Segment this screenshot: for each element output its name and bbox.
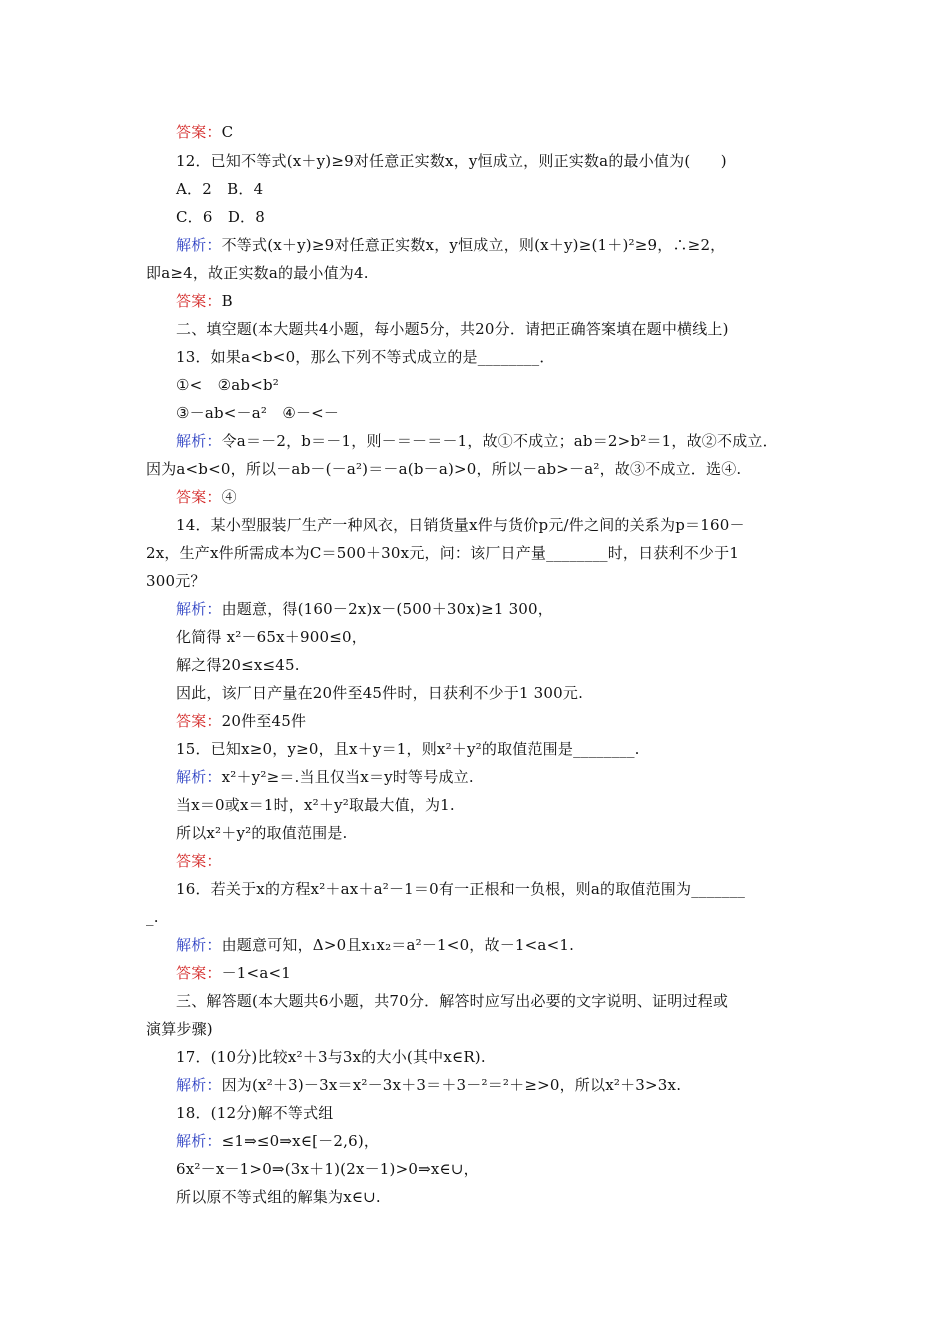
options-line [176,375,279,395]
continuation-line [146,263,369,283]
line-text: 300元？ [146,572,206,590]
analysis-line [176,767,474,787]
analysis-line [176,1075,681,1095]
question-15 [176,739,640,759]
line-text: 即a≥4，故正实数a的最小值为4. [146,264,369,282]
line-text: _. [146,908,159,926]
analysis-text: ≤1⇒≤0⇒x∈[－2,6)， [221,1132,380,1150]
analysis-line [176,431,778,451]
answer-label: 答案： [176,964,222,982]
solution-line [176,1187,381,1207]
analysis-label: 解析： [176,600,222,618]
answer-line [176,487,237,507]
analysis-text: 由题意可知，Δ>0且x₁x₂＝a²－1<0，故－1<a<1. [221,936,575,954]
continuation-line [146,907,159,927]
line-text: 所以原不等式组的解集为x∈∪. [176,1188,381,1206]
question-12 [176,151,727,171]
question-13 [176,347,555,367]
answer-line [176,122,233,142]
line-text: 6x²－x－1>0⇒(3x＋1)(2x－1)>0⇒x∈∪， [176,1160,479,1178]
continuation-line [146,1019,213,1039]
answer-line [176,851,222,871]
solution-line [176,1159,479,1179]
line-text: 14．某小型服装厂生产一种风衣，日销货量x件与货价p元/件之间的关系为p＝160－ [176,516,745,534]
options-line [176,403,339,423]
answer-label: 答案： [176,292,222,310]
analysis-line [176,599,553,619]
answer-line [176,711,306,731]
line-text: 15．已知x≥0，y≥0，且x＋y＝1，则x²＋y²的取值范围是________. [176,740,640,758]
line-text: 所以x²＋y²的取值范围是. [176,824,348,842]
line-text: ③－ab<－a² ④－<－ [176,404,340,422]
line-text: 16．若关于x的方程x²＋ax＋a²－1＝0有一正根和一负根，则a的取值范围为_______ [176,880,746,898]
line-text: 18．(12分)解不等式组 [176,1104,334,1122]
answer-label: 答案： [176,123,222,141]
continuation-line [146,459,741,479]
section-heading [176,991,728,1011]
analysis-line [176,935,574,955]
answer-label: 答案： [176,712,222,730]
analysis-label: 解析： [176,1132,222,1150]
analysis-label: 解析： [176,432,222,450]
analysis-text: x²＋y²≥＝.当且仅当x＝y时等号成立. [221,768,474,786]
line-text: 2x，生产x件所需成本为C＝500＋30x元，问：该厂日产量________时，日获利不少于1 [146,544,740,562]
answer-text: B [221,292,233,310]
solution-line [176,683,583,703]
answer-line [176,291,233,311]
answer-label: 答案： [176,852,222,870]
line-text: A．2 B．4 [176,180,264,198]
line-text: 解之得20≤x≤45. [176,656,300,674]
analysis-line [176,235,725,255]
answer-label: 答案： [176,488,222,506]
solution-line [176,627,367,647]
question-16 [176,879,745,899]
line-text: 当x＝0或x＝1时，x²＋y²取最大值，为1. [176,796,455,814]
line-text: 三、解答题(本大题共6小题，共70分．解答时应写出必要的文字说明、证明过程或 [176,992,729,1010]
question-18 [176,1103,333,1123]
line-text: C．6 D．8 [176,208,265,226]
section-heading [176,319,729,339]
line-text: 因为a<b<0，所以－ab－(－a²)＝－a(b－a)>0，所以－ab>－a²，故③不成立．选④. [146,460,742,478]
analysis-label: 解析： [176,936,222,954]
analysis-label: 解析： [176,1076,222,1094]
line-text: ①< ②ab<b² [176,376,279,394]
continuation-line [146,571,206,591]
options-ab [176,179,263,199]
continuation-line [146,543,739,563]
solution-line [176,823,348,843]
answer-line [176,963,291,983]
line-text: 二、填空题(本大题共4小题，每小题5分，共20分．请把正确答案填在题中横线上) [176,320,729,338]
line-text: 12．已知不等式(x＋y)≥9对任意正实数x，y恒成立，则正实数a的最小值为( ) [176,152,727,170]
analysis-label: 解析： [176,236,222,254]
answer-text: C [221,123,234,141]
question-17 [176,1047,486,1067]
line-text: 17．(10分)比较x²＋3与3x的大小(其中x∈R). [176,1048,486,1066]
answer-text: 20件至45件 [221,712,307,730]
solution-line [176,655,300,675]
answer-text: －1<a<1 [221,964,291,982]
analysis-text: 由题意，得(160－2x)x－(500＋30x)≥1 300， [221,600,553,618]
analysis-text: 因为(x²＋3)－3x＝x²－3x＋3＝＋3－²＝²＋≥>0，所以x²＋3>3x. [221,1076,682,1094]
analysis-label: 解析： [176,768,222,786]
question-14 [176,515,745,535]
options-cd [176,207,265,227]
line-text: 13．如果a<b<0，那么下列不等式成立的是________． [176,348,555,366]
solution-line [176,795,455,815]
analysis-line [176,1131,379,1151]
analysis-text: 令a＝－2，b＝－1，则－＝－＝－1，故①不成立；ab＝2>b²＝1，故②不成立． [221,432,778,450]
line-text: 因此，该厂日产量在20件至45件时，日获利不少于1 300元. [176,684,584,702]
line-text: 演算步骤) [146,1020,213,1038]
answer-text: ④ [221,488,237,506]
analysis-text: 不等式(x＋y)≥9对任意正实数x，y恒成立，则(x＋y)≥(1＋)²≥9，∴≥2， [221,236,726,254]
line-text: 化简得 x²－65x＋900≤0， [176,628,367,646]
